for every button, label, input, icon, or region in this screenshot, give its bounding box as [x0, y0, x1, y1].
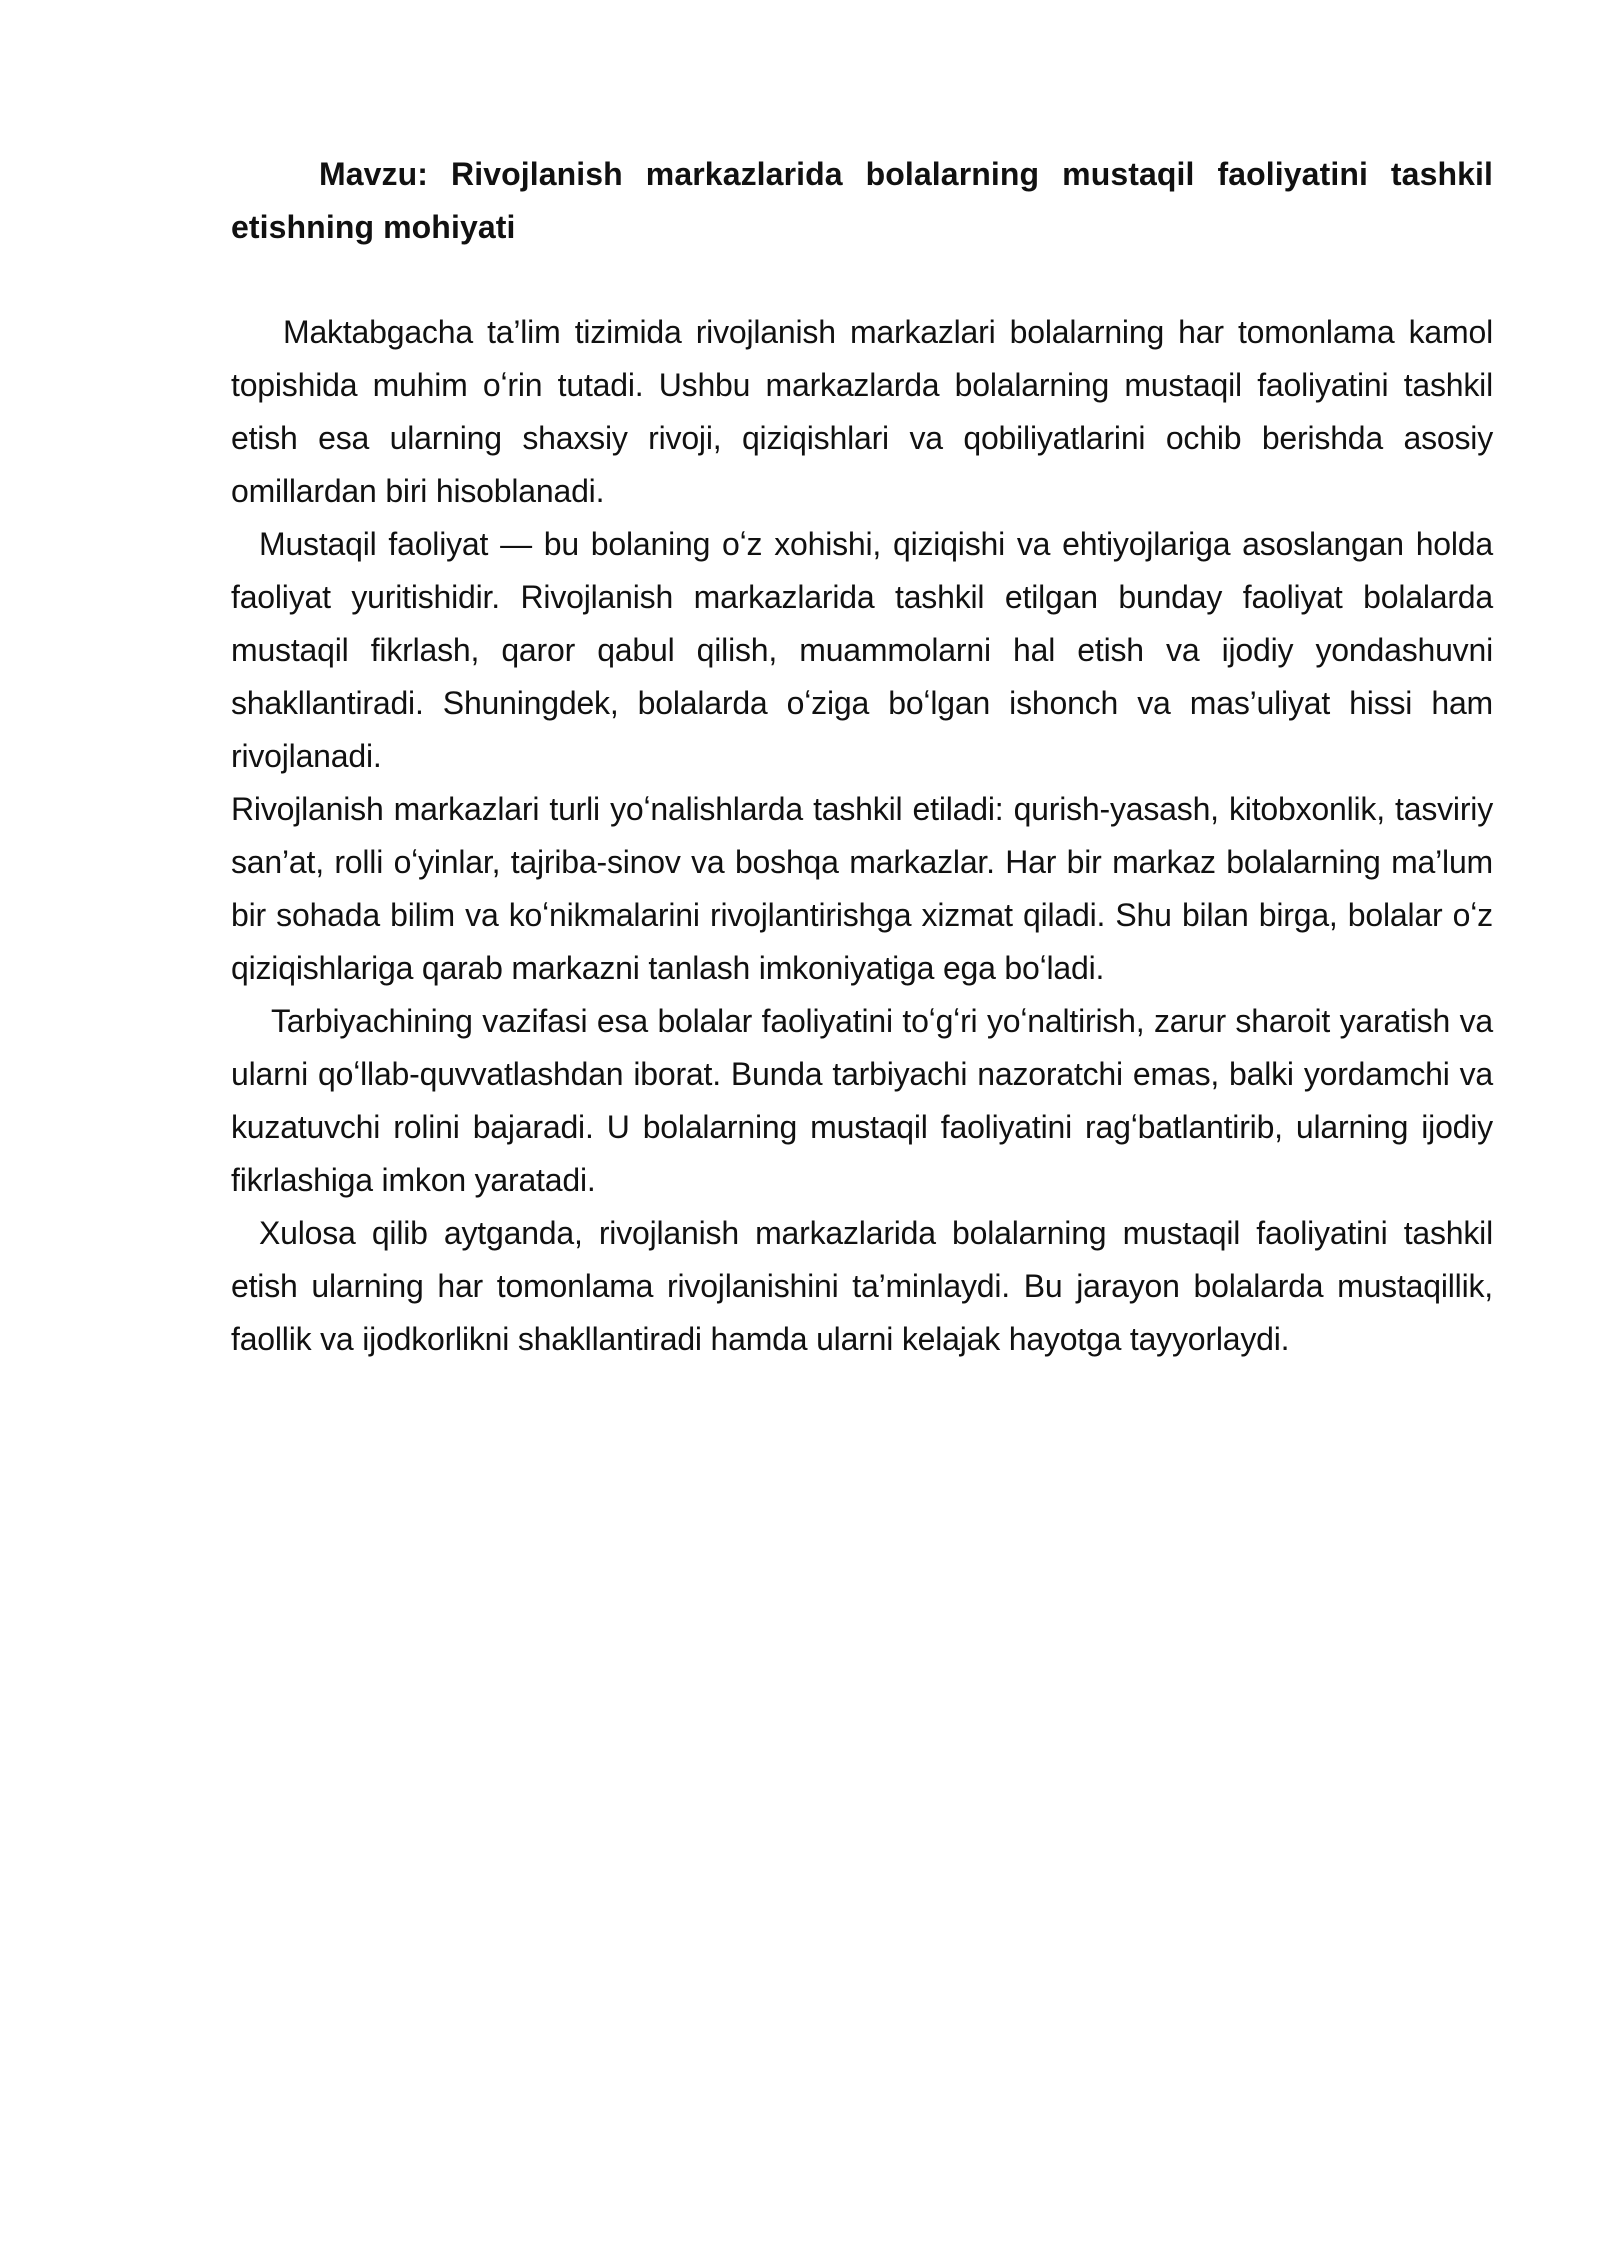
paragraph-centers: Rivojlanish markazlari turli yoʻnalishlarda tashkil etiladi: qurish-yasash, kitobxonlik, tasviriy san’at, rolli oʻyinlar, tajriba-sinov va boshqa markazlar. Har bir markaz bolalarning ma’lum bir sohada bilim va koʻnikmalarini rivojlantirishga xizmat qiladi. Shu bilan birga, bolalar oʻz qiziqishlariga qarab markazni tanlash imkoniyatiga ega boʻladi. — [231, 791, 1493, 986]
paragraph-conclusion: Xulosa qilib aytganda, rivojlanish markazlarida bolalarning mustaqil faoliyatini tashkil etish ularning har tomonlama rivojlanishini ta’minlaydi. Bu jarayon bolalarda mustaqillik, faollik va ijodkorlikni shakllantiradi hamda ularni kelajak hayotga tayyorlaydi. — [231, 1215, 1493, 1357]
paragraph-independent-activity: Mustaqil faoliyat — bu bolaning oʻz xohishi, qiziqishi va ehtiyojlariga asoslangan holda faoliyat yuritishidir. Rivojlanish markazlarida tashkil etilgan bunday faoliyat bolalarda mustaqil fikrlash, qaror qabul qilish, muammolarni hal etish va ijodiy yondashuvni shakllantiradi. Shuningdek, bolalarda oʻziga boʻlgan ishonch va mas’uliyat hissi ham rivojlanadi. — [231, 526, 1493, 774]
document-title: Mavzu: Rivojlanish markazlarida bolalarning mustaqil faoliyatini tashkil etishning mohiyati — [231, 156, 1493, 245]
paragraph-intro: Maktabgacha ta’lim tizimida rivojlanish markazlari bolalarning har tomonlama kamol topishida muhim oʻrin tutadi. Ushbu markazlarda bolalarning mustaqil faoliyatini tashkil etish esa ularning shaxsiy rivoji, qiziqishlari va qobiliyatlarini ochib berishda asosiy omillardan biri hisoblanadi. — [231, 314, 1493, 509]
document-content — [231, 148, 1493, 1366]
document-body — [231, 306, 1493, 1366]
paragraph-educator-role: Tarbiyachining vazifasi esa bolalar faoliyatini toʻgʻri yoʻnaltirish, zarur sharoit yaratish va ularni qoʻllab-quvvatlashdan iborat. Bunda tarbiyachi nazoratchi emas, balki yordamchi va kuzatuvchi rolini bajaradi. U bolalarning mustaqil faoliyatini ragʻbatlantirib, ularning ijodiy fikrlashiga imkon yaratadi. — [231, 1003, 1493, 1198]
